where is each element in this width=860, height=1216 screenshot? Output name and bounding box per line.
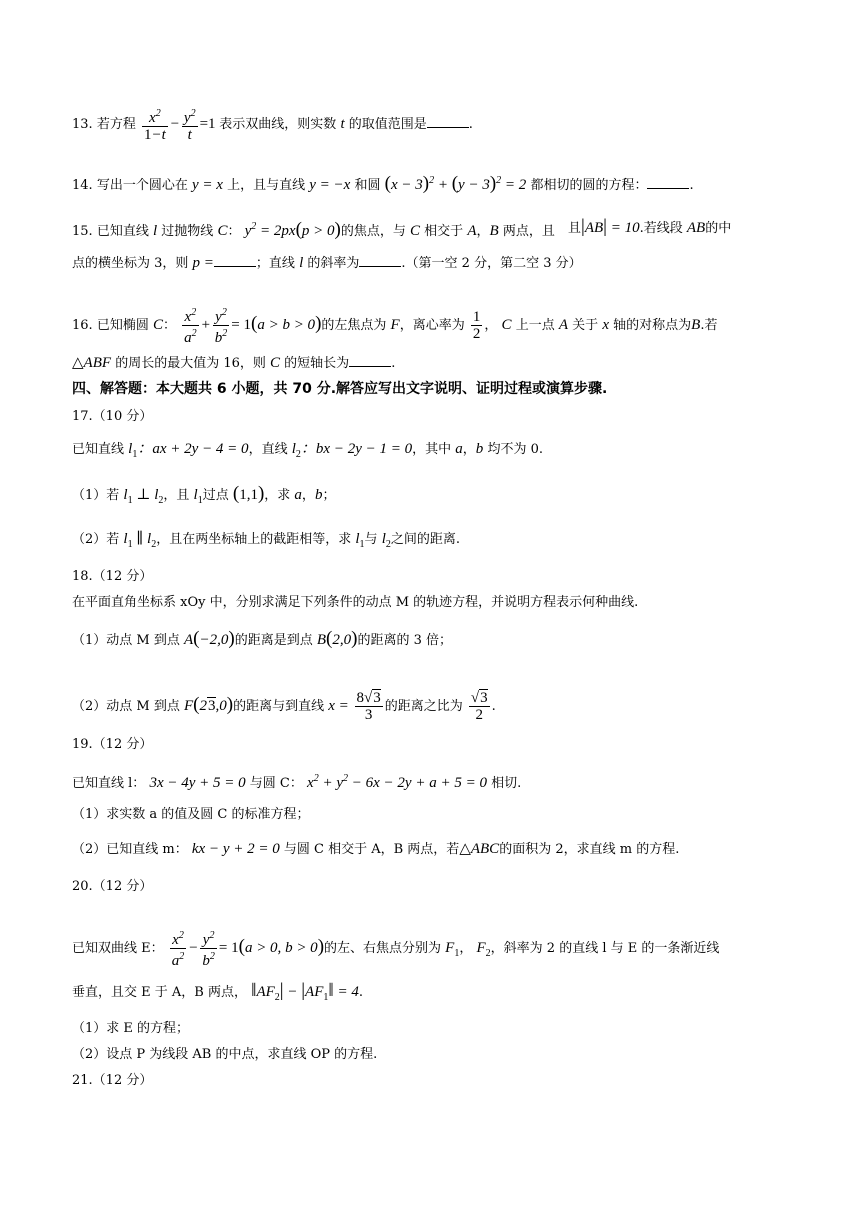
q13-equation: $\frac{x^2}{1-t}$ − $\frac{y^2}{t}$ =1 — [143, 108, 216, 143]
question-15-line-2: 点的横坐标为 3，则 p = ；直线 l 的斜率为 .（第一空 2 分，第二空 3 分） — [72, 255, 582, 271]
q20-heading: 20.（12 分） — [72, 879, 153, 894]
q21-heading: 21.（12 分） — [72, 1073, 153, 1088]
question-16-line-2: △ABF 的周长的最大值为 16，则 C 的短轴长为 . — [72, 355, 396, 371]
q13-number: 13. — [72, 116, 93, 132]
q15-number: 15. — [72, 224, 93, 239]
q14-number: 14. — [72, 178, 93, 193]
q19-part-2: （2）已知直线 m： kx − y + 2 = 0 与圆 C 相交于 A，B 两点，若△ABC的面积为 2，求直线 m 的方程. — [72, 841, 680, 857]
q13-text-b: 表示双曲线，则实数 — [219, 116, 337, 132]
q17-heading: 17.（10 分） — [72, 409, 153, 424]
q13-answer-blank[interactable] — [427, 115, 469, 128]
question-15-line-1-tail: 且|AB| = 10.若线段 AB的中 — [568, 216, 732, 237]
q16-number: 16. — [72, 317, 93, 333]
q13-text-a: 若方程 — [96, 116, 136, 132]
question-14: 14. 写出一个圆心在 y = x 上，且与直线 y = −x 和圆 $(x - 3)^2 + (y - 3)^2 = 2$ 都相切的圆的方程： . — [72, 173, 694, 194]
q20-intro-line-2: 垂直，且交 E 于 A，B 两点， $‖AF_2|$ − $|AF_1‖ = 4$. — [72, 980, 363, 1003]
section-4-heading: 四、解答题：本大题共 6 小题，共 70 分.解答应写出文字说明、证明过程或演算步骤. — [72, 381, 608, 397]
q18-intro: 在平面直角坐标系 xOy 中，分别求满足下列条件的动点 M 的轨迹方程，并说明方程表示何种曲线. — [72, 595, 639, 610]
q19-intro: 已知直线 l： 3x − 4y + 5 = 0 与圆 C： $x^2 + y^2 - 6x - 2y + a + 5 = 0$ 相切. — [72, 773, 522, 791]
q19-part-1: （1）求实数 a 的值及圆 C 的标准方程； — [72, 807, 310, 822]
question-13: 13. 若方程 $\frac{x^2}{1-t}$ − $\frac{y^2}{t}$ =1 表示双曲线，则实数 t 的取值范围是 . — [72, 108, 473, 143]
q18-part-1: （1）动点 M 到点 A(−2,0)的距离是到点 B(2,0)的距离的 3 倍； — [72, 628, 452, 649]
q19-heading: 19.（12 分） — [72, 737, 153, 752]
question-15-line-1: 15. 已知直线 l 过抛物线 C： $y^2 = 2px(p > 0)$的焦点，与 C 相交于 A，B 两点，且 — [72, 219, 555, 240]
question-16-line-1: 16. 已知椭圆 C： $\frac{x^2}{a^2}$ + $\frac{y^2}{b^2}$ = 1(a > b > 0)的左焦点为 F，离心率为 $\frac{1}{2}$ ， C 上一点 A 关于 x 轴的对称点为B.若 — [72, 307, 718, 346]
q17-part-2: （2）若 $l_1$ ∥ $l_2$，且在两坐标轴上的截距相等，求 $l_1$与 $l_2$之间的距离. — [72, 531, 460, 550]
q13-text-c: 的取值范围是 — [348, 116, 427, 132]
q15-answer-blank-1[interactable] — [214, 254, 256, 267]
q14-answer-blank[interactable] — [647, 176, 689, 189]
q17-part-1: （1）若 $l_1$ ⊥ $l_2$，且 $l_1$过点 (1,1)，求 a，b； — [72, 483, 336, 506]
q20-intro: 已知双曲线 E： $\frac{x^2}{a^2}$ − $\frac{y^2}{b^2}$ = 1(a > 0, b > 0)的左、右焦点分别为 $F_1$， $F_2$，斜率为 2 的直线 l 与 E 的一条渐近线 — [72, 930, 720, 969]
q18-part-2: （2）动点 M 到点 F(23,0)的距离与到直线 x = $\frac{8√3}{3}$ 的距离之比为 $\frac{√3}{2}$ . — [72, 690, 496, 723]
q20-part-1: （1）求 E 的方程； — [72, 1021, 190, 1036]
q20-part-2: （2）设点 P 为线段 AB 的中点，求直线 OP 的方程. — [72, 1047, 378, 1062]
q17-intro: 已知直线 $l_1$：ax + 2y − 4 = 0，直线 $l_2$：bx − 2y − 1 = 0，其中 a，b 均不为 0. — [72, 441, 543, 460]
q15-answer-blank-2[interactable] — [359, 254, 401, 267]
q18-heading: 18.（12 分） — [72, 569, 153, 584]
q16-answer-blank[interactable] — [349, 354, 391, 367]
